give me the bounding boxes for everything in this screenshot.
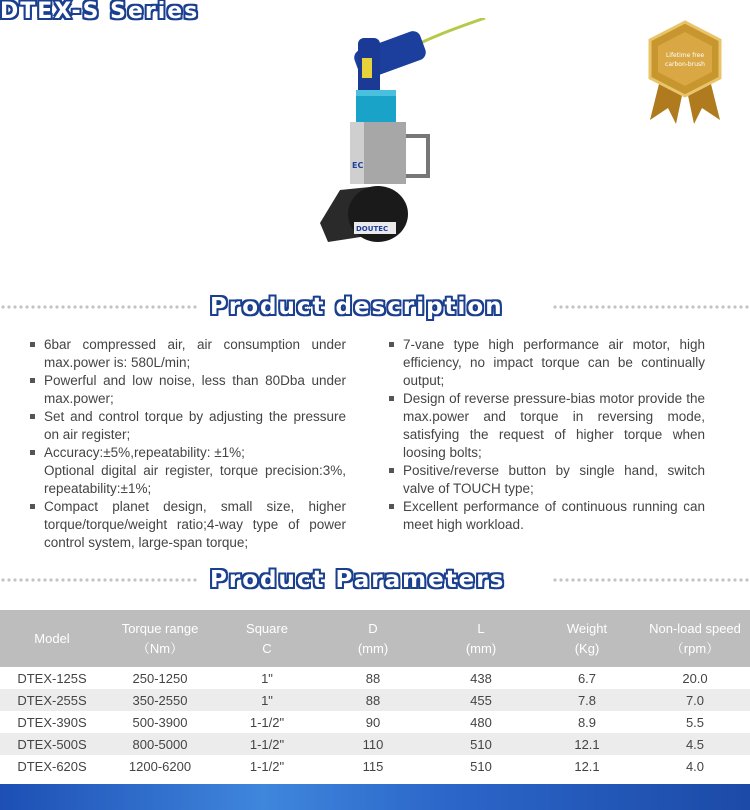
header-l: L (mm) xyxy=(428,610,534,667)
cell-weight: 12.1 xyxy=(534,733,640,755)
cell-d: 88 xyxy=(318,689,428,711)
heading-dots-left xyxy=(0,304,198,310)
cell-square: 1-1/2" xyxy=(249,714,285,730)
heading-dots-left xyxy=(0,577,198,583)
cell-l: 455 xyxy=(428,689,534,711)
header-speed: Non-load speed （rpm） xyxy=(640,610,750,667)
cell-model: DTEX-620S xyxy=(17,758,87,774)
cell-speed: 7.0 xyxy=(640,689,750,711)
table-header-row xyxy=(0,610,750,667)
description-left-column xyxy=(30,336,346,552)
description-item: Excellent performance of continuous running can meet high workload. xyxy=(389,498,705,534)
description-right-column xyxy=(389,336,705,534)
description-heading-text: Product description xyxy=(210,294,504,320)
cell-model: DTEX-390S xyxy=(17,714,87,730)
series-title-text: DTEX-S Series xyxy=(0,0,200,24)
description-item: Powerful and low noise, less than 80Dba under max.power; xyxy=(30,372,346,408)
cell-l: 438 xyxy=(470,670,492,686)
cell-l: 510 xyxy=(470,758,492,774)
description-heading xyxy=(0,292,750,322)
cell-square: 1" xyxy=(261,670,273,686)
cell-weight: 7.8 xyxy=(534,689,640,711)
description-item: Set and control torque by adjusting the pressure on air register; xyxy=(30,408,346,444)
badge-line2: carbon-brush xyxy=(665,61,705,68)
cell-d: 110 xyxy=(318,733,428,755)
header-square: Square C xyxy=(216,610,318,667)
description-item: 6bar compressed air, air consumption under max.power is: 580L/min; xyxy=(30,336,346,372)
table-row xyxy=(0,755,750,777)
header-weight: Weight (Kg) xyxy=(534,610,640,667)
cell-d: 88 xyxy=(365,670,381,686)
description-item: Accuracy:±5%,repeatability: ±1%; Optional digital air register, torque precision:3%, repeatability:±1%; xyxy=(30,444,346,498)
lifetime-badge xyxy=(640,20,730,125)
cell-square: 1-1/2" xyxy=(249,758,285,774)
cell-speed: 4.0 xyxy=(685,758,705,774)
cell-torque: 350-2550 xyxy=(104,689,216,711)
header-model: Model xyxy=(0,610,104,667)
side-handle xyxy=(406,136,428,176)
tool-brand-text: DOUTEC xyxy=(356,225,389,233)
tool-side-text: EC xyxy=(352,161,364,170)
cell-d: 115 xyxy=(362,758,384,774)
parameters-heading-text: Product Parameters xyxy=(210,567,506,593)
parameters-table xyxy=(0,610,750,777)
cell-square: 1" xyxy=(216,689,318,711)
table-row xyxy=(0,733,750,755)
parameters-heading xyxy=(0,565,750,595)
description-subtext: Optional digital air register, torque precision:3%, repeatability:±1%; xyxy=(44,463,346,496)
table-row xyxy=(0,711,750,733)
description-item: Positive/reverse button by single hand, switch valve of TOUCH type; xyxy=(389,462,705,498)
cell-weight: 8.9 xyxy=(577,714,597,730)
heading-dots-right xyxy=(552,304,750,310)
heading-dots-right xyxy=(552,577,750,583)
footer-band xyxy=(0,784,750,810)
cell-model: DTEX-500S xyxy=(0,733,104,755)
header-d: D (mm) xyxy=(318,610,428,667)
table-row xyxy=(0,689,750,711)
cell-model: DTEX-255S xyxy=(0,689,104,711)
cell-torque: 500-3900 xyxy=(132,714,188,730)
cell-speed: 20.0 xyxy=(682,670,708,686)
cell-torque: 800-5000 xyxy=(104,733,216,755)
description-item: 7-vane type high performance air motor, high efficiency, no impact torque can be continually output; xyxy=(389,336,705,390)
description-item: Compact planet design, small size, higher torque/torque/weight ratio;4-way type of power control system, large-span torque; xyxy=(30,498,346,552)
cell-square: 1-1/2" xyxy=(216,733,318,755)
cell-torque: 250-1250 xyxy=(132,670,188,686)
header-torque-range: Torque range （Nm） xyxy=(104,610,216,667)
cell-l: 510 xyxy=(428,733,534,755)
cell-speed: 5.5 xyxy=(685,714,705,730)
cell-model: DTEX-125S xyxy=(17,670,87,686)
cell-torque: 1200-6200 xyxy=(128,758,192,774)
cell-speed: 4.5 xyxy=(640,733,750,755)
cell-weight: 6.7 xyxy=(577,670,597,686)
cell-l: 480 xyxy=(470,714,492,730)
cell-d: 90 xyxy=(365,714,381,730)
table-row xyxy=(0,667,750,689)
torque-wrench-image xyxy=(310,18,490,248)
description-item: Design of reverse pressure-bias motor provide the max.power and torque in reversing mode, satisfying the request of higher torque when loosing bolts; xyxy=(389,390,705,462)
badge-line1: Lifetime free xyxy=(665,52,705,59)
cell-weight: 12.1 xyxy=(574,758,600,774)
series-title xyxy=(0,0,199,24)
trigger-label xyxy=(362,58,372,78)
